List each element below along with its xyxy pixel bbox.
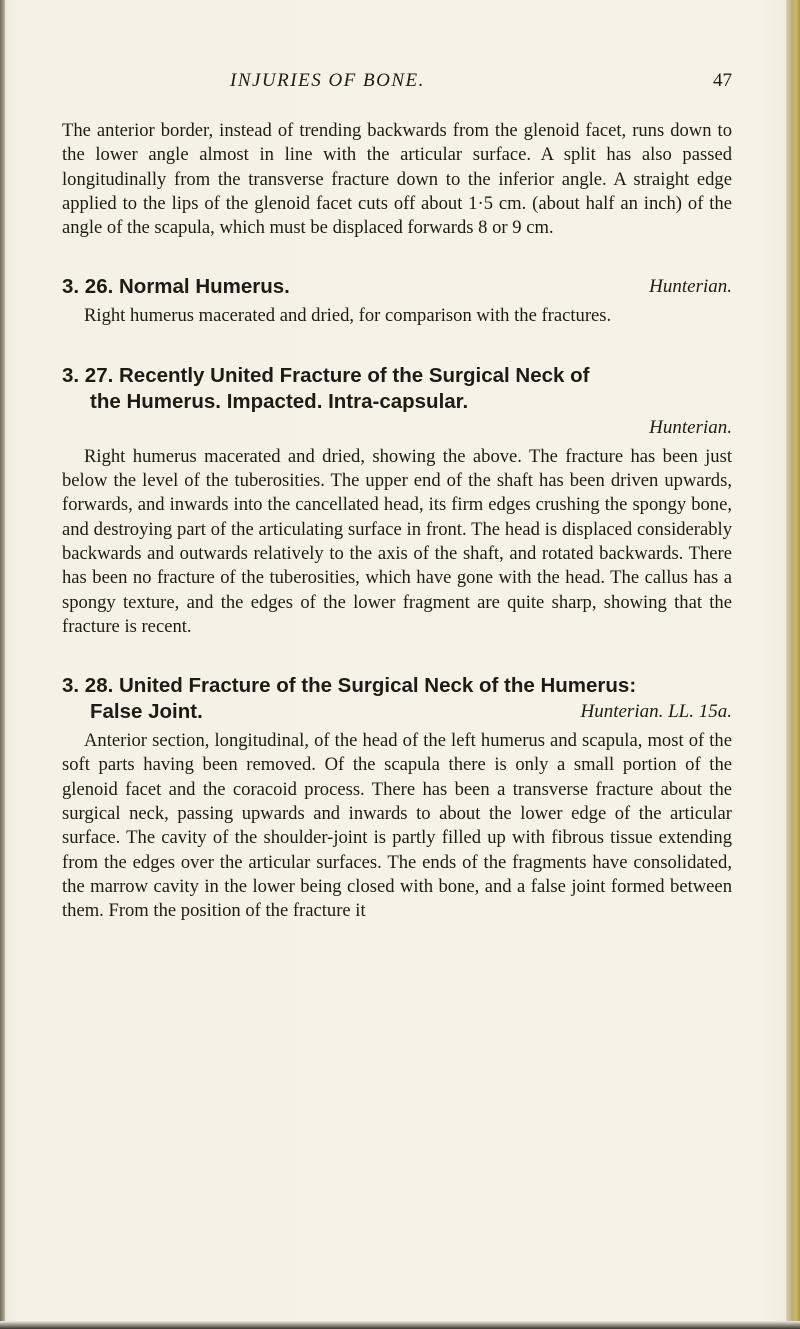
entry-3-27 (62, 363, 732, 639)
page-content (62, 119, 732, 924)
binding-shadow (0, 0, 5, 1329)
page-bottom-edge (0, 1321, 800, 1329)
entry-body: Right humerus macerated and dried, showing the above. The fracture has been just below the level of the tuberosities. The upper end of the shaft has been driven upwards, forwards, and inwards into the cancellated head, its firm edges crushing the spongy bone, and destroying part of the articulating surface in front. The head is displaced considerably backwards and outwards relatively to the axis of the shaft, and rotated backwards. There has been no fracture of the tuberosities, which have gone with the head. The callus has a spongy texture, and the edges of the lower fragment are quite sharp, showing that the fracture is recent. (62, 445, 732, 637)
entry-number: 3. 26. (62, 275, 114, 299)
entry-3-26 (62, 274, 732, 328)
entry-number: 3. 28. (62, 674, 114, 698)
entry-heading (62, 673, 732, 725)
page-number: 47 (713, 70, 732, 91)
entry-title-line-1: United Fracture of the Surgical Neck of the Humerus: (119, 674, 637, 698)
entry-body: Anterior section, longitudinal, of the head of the left humerus and scapula, most of the soft parts having been removed. Of the scapula there is only a small portion of the glenoid facet and the coracoid process. There has been a transverse fracture about the surgical neck, passing upwards and inwards to about the lower edge of the articular surface. The cavity of the shoulder-joint is partly filled up with fibrous tissue extending from the edges over the articular surfaces. The ends of the fragments have consolidated, the marrow cavity in the lower being closed with bone, and a false joint formed between them. From the position of the fracture it (62, 730, 732, 922)
entry-title-line-2: False Joint. (90, 700, 203, 724)
entry-3-28 (62, 673, 732, 923)
entry-heading (62, 274, 732, 300)
entry-source: Hunterian. (649, 276, 732, 298)
running-title: INJURIES OF BONE. (230, 70, 425, 91)
running-head (60, 70, 732, 96)
entry-source: Hunterian. LL. 15a. (580, 701, 732, 723)
entry-source: Hunterian. (649, 416, 732, 438)
entry-title-line-1: Recently United Fracture of the Surgical Neck of (119, 363, 590, 387)
entry-title-line-2-row (62, 699, 732, 725)
entry-title-line-2: the Humerus. Impacted. Intra-capsular. (90, 389, 469, 413)
entry-title: Normal Humerus. (119, 275, 290, 299)
entry-number: 3. 27. (62, 363, 114, 387)
continuation-paragraph: The anterior border, instead of trending backwards from the glenoid facet, runs down to the lower angle almost in line with the articular surface. A split has also passed longitudinally from the transverse fracture down to the inferior angle. A straight edge applied to the lips of the glenoid facet cuts off about 1·5 cm. (about half an inch) of the angle of the scapula, which must be displaced forwards 8 or 9 cm. (62, 120, 732, 239)
page-edge (786, 0, 800, 1329)
entry-heading (62, 363, 732, 441)
entry-body: Right humerus macerated and dried, for comparison with the fractures. (84, 305, 612, 327)
